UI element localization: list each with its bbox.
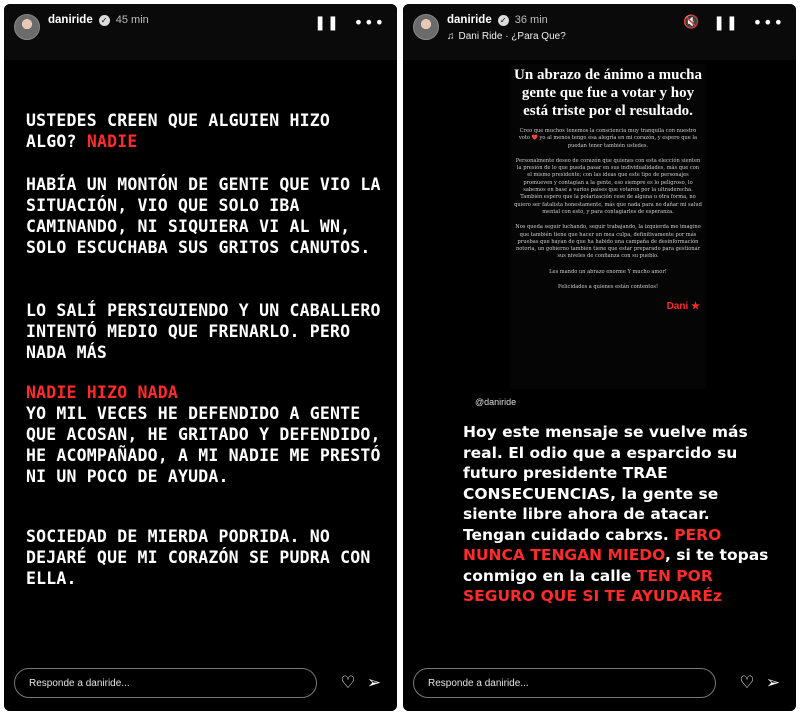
card-paragraph: Personalmente deseo de corazón que quienes con esta elección sienten la presión de lo que pueda pasar en sus individualidades, más que con el mismo presidente; con las ideas que este tipo de personajes promueven y contagian a la gente, eso siempre es lo peligroso, lo sabemos en base a varios países que votaron por la ultraderecha. También espero que la polarización cese de alguna u otra forma, no quiero ser fatalista honestamente, más que nada para no dañar mi salud mental con esto, y para contagiarles de esperanza.: [514, 157, 702, 215]
story-content: [4, 64, 397, 655]
highlight-text: NADIE HIZO NADA: [26, 383, 179, 402]
reply-input[interactable]: Responde a daniride...: [14, 668, 317, 698]
card-title: Un abrazo de ánimo a mucha gente que fue a votar y hoy está triste por el resultado.: [514, 67, 702, 119]
paragraph-1: [26, 110, 385, 152]
highlight-text: NADIE: [86, 132, 138, 151]
paragraph-4: [26, 382, 385, 487]
verified-icon: ✓: [99, 15, 110, 26]
post-time: 36 min: [514, 14, 548, 27]
send-icon[interactable]: ➢: [366, 673, 382, 693]
story-header: [4, 4, 397, 60]
card-paragraph: Les mando un abrazo enorme Y mucho amor!: [549, 268, 667, 275]
music-label[interactable]: [447, 31, 566, 43]
card-paragraph: Creo que muchos tenemos la consciencia muy tranquila con nuestro voto ❤️ yo al menos tengo esa alegría en mi corazón, y espero que la puedan tener también ustedes.: [518, 128, 698, 149]
text-line: YO MIL VECES HE DEFENDIDO A GENTE QUE ACOSAN, HE GRITADO Y DEFENDIDO, HE ACOMPAÑADO, A MI NADIE ME PRESTÓ NI UN POCO DE AYUDA.: [26, 404, 381, 486]
card-paragraph: Nos queda seguir luchando, seguir trabajando, la izquierda me imagino que también tiene que hacer un mea culpa, definitivamente por más pruebas que hayan de que ha habido una campaña de desinformación notoria, un gobierno también tiene que estar preparado para gestionar sus niveles de confianza con su pueblo.: [515, 224, 701, 260]
highlight-text: PERO NUNCA TENGAN MIEDO: [463, 525, 722, 564]
story-header: [403, 4, 796, 60]
send-icon[interactable]: ➢: [765, 673, 781, 693]
story-footer: [403, 655, 796, 711]
text-line: USTEDES CREEN QUE ALGUIEN HIZO: [26, 111, 331, 130]
username[interactable]: daniride: [447, 14, 492, 26]
mute-icon[interactable]: 🔇: [683, 15, 700, 30]
heart-icon[interactable]: ♡: [739, 673, 755, 693]
pause-icon[interactable]: ❚❚: [314, 15, 340, 31]
story-left: [4, 4, 397, 711]
card-paragraph: Felicidades a quienes están contentos!: [557, 284, 659, 291]
text-line: ALGO?: [26, 132, 77, 151]
screenshot-card: [510, 64, 706, 389]
reply-input[interactable]: Responde a daniride...: [413, 668, 716, 698]
more-icon[interactable]: •••: [353, 13, 385, 32]
avatar[interactable]: [413, 14, 439, 40]
more-icon[interactable]: •••: [752, 13, 784, 32]
mention-tag[interactable]: @daniride: [475, 397, 517, 407]
story-content: [403, 64, 796, 655]
paragraph-2: HABÍA UN MONTÓN DE GENTE QUE VIO LA SITUACIÓN, VIO QUE SOLO IBA CAMINANDO, NI SIQUIERA VI AL WN, SOLO ESCUCHABA SUS GRITOS CANUTOS.: [26, 175, 381, 257]
text-line: Hoy este mensaje se vuelve más real. El odio que a esparcido su futuro presidente TRAE CONSECUENCIAS, la gente se siente libre ahora de atacar. Tengan cuidado cabrxs.: [463, 423, 748, 544]
music-icon: ♫: [447, 30, 455, 42]
pause-icon[interactable]: ❚❚: [713, 15, 739, 31]
highlight-text: TEN POR SEGURO QUE SI TE AYUDARÉz: [463, 566, 722, 605]
story-right: [403, 4, 796, 711]
paragraph-3: LO SALÍ PERSIGUIENDO Y UN CABALLERO INTENTÓ MEDIO QUE FRENARLO. PERO NADA MÁS: [26, 301, 381, 362]
avatar[interactable]: [14, 14, 40, 40]
username[interactable]: daniride: [48, 14, 93, 26]
post-time: 45 min: [115, 14, 149, 27]
story-footer: [4, 655, 397, 711]
music-title: Dani Ride · ¿Para Que?: [458, 30, 566, 42]
paragraph-5: SOCIEDAD DE MIERDA PODRIDA. NO DEJARÉ QUE MI CORAZÓN SE PUDRA CON ELLA.: [26, 527, 371, 588]
heart-icon[interactable]: ♡: [340, 673, 356, 693]
text-line: , si te topas conmigo en la calle: [463, 546, 769, 585]
story-message: [463, 422, 776, 607]
card-signature: Dani ★: [666, 301, 700, 313]
verified-icon: ✓: [498, 15, 509, 26]
